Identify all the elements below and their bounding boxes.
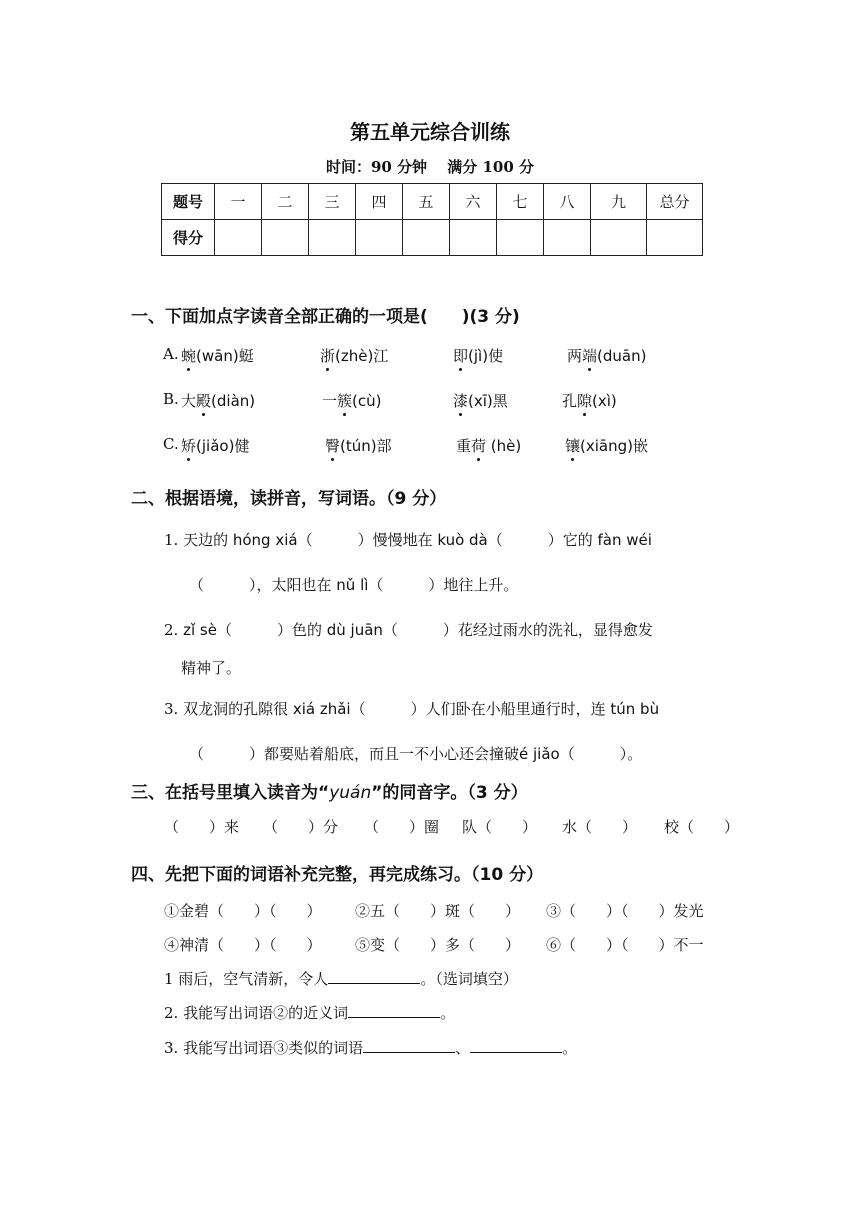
score-cell: [544, 220, 591, 256]
score-cell: [403, 220, 450, 256]
q3-item: 队（ ）: [462, 818, 538, 836]
q2-line: （ ）都要贴着船底，而且一不小心还会撞破é jiǎo（ ）。: [189, 745, 643, 763]
q3-item: （ ）来: [164, 818, 240, 836]
dotted-char: 荷: [471, 437, 487, 455]
q1-option-c-item: 臀(tún)部: [325, 437, 392, 455]
q1-option-c-item: 矫(jiǎo)健: [181, 437, 250, 455]
header-cell: 题号: [162, 184, 215, 220]
q2-line: （ ），太阳也在 nǔ lì（ ）地往上升。: [189, 576, 519, 594]
header-cell: 总分: [647, 184, 703, 220]
q4-item: ⑤变（ ）多（ ）: [355, 936, 521, 954]
q4-heading: 四、先把下面的词语补充完整，再完成练习。（10 分）: [131, 865, 544, 885]
header-cell: 七: [497, 184, 544, 220]
q1-option-b-item: 大殿(diàn): [181, 392, 256, 410]
q1-option-b-item: 漆(xī)黑: [453, 392, 508, 410]
q3-item: 水（ ）: [562, 818, 638, 836]
header-cell: 九: [591, 184, 647, 220]
q2-line: 精神了。: [181, 659, 242, 677]
q1-option-b-label: B.: [163, 390, 179, 408]
score-cell: [309, 220, 356, 256]
answer-blank[interactable]: [363, 1038, 455, 1053]
q4-sub-question: 1 雨后，空气清新，令人 。（选词填空）: [164, 970, 518, 988]
dotted-char: 矫: [181, 437, 197, 455]
page-title: 第五单元综合训练: [350, 120, 510, 144]
answer-blank[interactable]: [470, 1038, 562, 1053]
q4-item: ④神清（ ）（ ）: [164, 936, 322, 954]
dotted-char: 漆: [453, 392, 469, 410]
dotted-char: 镶: [565, 437, 581, 455]
q1-option-a-item: 蜿(wān)蜓: [181, 347, 254, 365]
q2-line: 2. zǐ sè（ ）色的 dù juān（ ）花经过雨水的洗礼，显得愈发: [164, 621, 653, 639]
score-cell: [450, 220, 497, 256]
q2-heading: 二、根据语境，读拼音，写词语。（9 分）: [131, 489, 447, 509]
score-cell: [647, 220, 703, 256]
q4-sub-question: 3. 我能写出词语③类似的词语 、 。: [164, 1039, 578, 1057]
score-table: [161, 183, 703, 256]
q2-line: 3. 双龙洞的孔隙很 xiá zhǎi（ ）人们卧在小船里通行时，连 tún bù: [164, 700, 660, 718]
q3-heading: 三、在括号里填入读音为“yuán”的同音字。（3 分）: [131, 783, 528, 803]
score-table-header-row: [162, 184, 703, 220]
q4-item: ⑥（ ）（ ）不一: [546, 936, 704, 954]
q1-option-b-item: 孔隙(xì): [562, 392, 617, 410]
score-cell: [591, 220, 647, 256]
dotted-char: 即: [453, 347, 469, 365]
q1-option-b-item: 一簇(cù): [322, 392, 382, 410]
dotted-char: 端: [582, 347, 598, 365]
q1-option-c-label: C.: [163, 435, 179, 453]
q1-option-a-item: 浙(zhè)江: [320, 347, 389, 365]
q4-item: ①金碧（ ）（ ）: [164, 902, 322, 920]
q1-option-c-item: 重荷 (hè): [456, 437, 522, 455]
answer-blank[interactable]: [348, 1003, 440, 1018]
dotted-char: 蜿: [181, 347, 197, 365]
header-cell: 四: [356, 184, 403, 220]
score-cell: [497, 220, 544, 256]
answer-blank[interactable]: [328, 969, 420, 984]
header-cell: 三: [309, 184, 356, 220]
exam-info: 时间：90 分钟 满分 100 分: [325, 158, 535, 176]
dotted-char: 隙: [577, 392, 593, 410]
dotted-char: 簇: [337, 392, 353, 410]
header-cell: 六: [450, 184, 497, 220]
dotted-char: 臀: [325, 437, 341, 455]
q3-item: （ ）圈: [364, 818, 440, 836]
q3-item: （ ）分: [263, 818, 339, 836]
header-cell: 二: [262, 184, 309, 220]
q4-sub-question: 2. 我能写出词语②的近义词 。: [164, 1004, 456, 1022]
q1-option-a-item: 即(jì)使: [453, 347, 504, 365]
score-cell: [215, 220, 262, 256]
score-table-score-row: [162, 220, 703, 256]
header-cell: 一: [215, 184, 262, 220]
q3-item: 校（ ）: [664, 818, 740, 836]
q4-item: ②五（ ）斑（ ）: [355, 902, 521, 920]
q1-heading: 一、下面加点字读音全部正确的一项是( )(3 分): [131, 307, 520, 327]
score-cell: [356, 220, 403, 256]
q1-option-a-item: 两端(duān): [567, 347, 647, 365]
score-cell: [262, 220, 309, 256]
dotted-char: 浙: [320, 347, 336, 365]
row-label-cell: 得分: [162, 220, 215, 256]
q4-item: ③（ ）（ ）发光: [546, 902, 704, 920]
header-cell: 八: [544, 184, 591, 220]
header-cell: 五: [403, 184, 450, 220]
dotted-char: 殿: [196, 392, 212, 410]
q1-option-a-label: A.: [163, 345, 179, 363]
q1-option-c-item: 镶(xiāng)嵌: [565, 437, 648, 455]
q2-line: 1. 天边的 hóng xiá（ ）慢慢地在 kuò dà（ ）它的 fàn wéi: [164, 531, 652, 549]
